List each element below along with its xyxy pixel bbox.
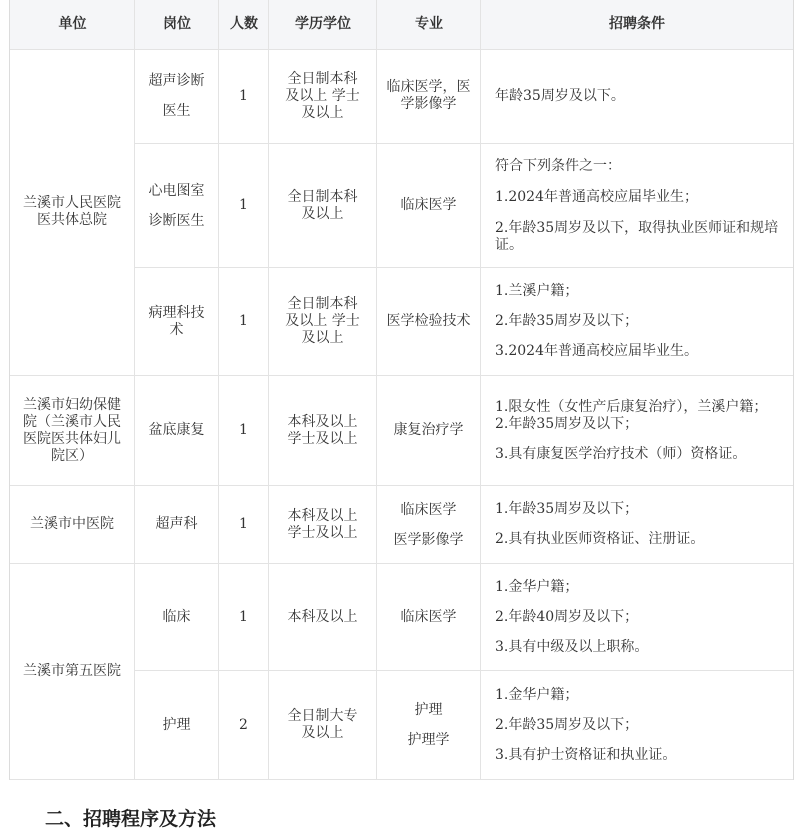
table-row-education	[269, 564, 376, 670]
major-text: 护理学	[407, 732, 450, 748]
table-row-count: 1	[239, 608, 248, 625]
table-row-major	[377, 486, 480, 563]
condition-line: 2.年龄35周岁及以下，取得执业医师证和规培证。	[495, 219, 779, 253]
section-heading: 二、招聘程序及方法	[45, 808, 217, 830]
header-post: 岗位	[163, 16, 191, 32]
table-row-post	[135, 376, 218, 485]
education-text: 全日制大专及以上	[287, 708, 358, 741]
condition-line: 3.2024年普通高校应届毕业生。	[495, 343, 698, 359]
table-row-post	[135, 671, 218, 779]
table-row-conditions	[481, 564, 793, 670]
major-text: 康复治疗学	[393, 422, 464, 438]
table-row-education	[269, 671, 376, 779]
table-row-count: 1	[239, 422, 248, 438]
unit-renmin-label: 兰溪市人民医院医共体总院	[23, 195, 121, 228]
table-row-education	[269, 144, 376, 267]
unit-zhongyi-label: 兰溪市中医院	[30, 516, 114, 532]
table-row-conditions	[481, 49, 793, 143]
major-text: 临床医学	[400, 501, 457, 518]
post-line: 护理	[162, 716, 191, 733]
header-major: 专业	[415, 16, 443, 32]
major-text: 护理	[414, 702, 443, 718]
table-row-post	[135, 49, 218, 143]
table-row-post	[135, 486, 218, 563]
table-row-major	[377, 144, 480, 267]
post-line: 盆底康复	[148, 422, 205, 438]
condition-line: 2.年龄35周岁及以下；	[495, 716, 639, 733]
table-row-post	[135, 564, 218, 670]
education-text: 本科及以上	[287, 608, 358, 625]
table-row-major	[377, 49, 480, 143]
table-row-conditions	[481, 486, 793, 563]
condition-line: 1.金华户籍；	[495, 686, 579, 703]
condition-line: 1.2024年普通高校应届毕业生；	[495, 188, 698, 205]
condition-line: 1.金华户籍；	[495, 578, 579, 595]
table-row-count: 1	[239, 197, 248, 213]
table-row-count: 1	[239, 87, 248, 104]
condition-line: 1.限女性（女性产后康复治疗），兰溪户籍； 2.年龄35周岁及以下；	[495, 398, 786, 432]
condition-line: 1.年龄35周岁及以下；	[495, 501, 639, 517]
unit-zhongyi	[10, 486, 134, 563]
header-unit: 单位	[58, 16, 87, 32]
condition-line: 3.具有中级及以上职称。	[495, 638, 649, 655]
header-conditions: 招聘条件	[609, 16, 665, 32]
education-text: 本科及以上 学士及以上	[287, 507, 358, 541]
table-row-conditions	[481, 671, 793, 779]
table-row-major	[377, 376, 480, 485]
post-line: 心电图室	[148, 182, 205, 199]
table-row-conditions	[481, 268, 793, 375]
education-text: 全日制本科及以上 学士及以上	[285, 296, 360, 346]
major-text: 临床医学	[400, 608, 457, 625]
table-row-education	[269, 268, 376, 375]
table-row-post	[135, 268, 218, 375]
post-line: 诊断医生	[148, 212, 205, 229]
major-text: 临床医学，医学影像学	[386, 79, 471, 112]
condition-line: 年龄35周岁及以下。	[495, 87, 625, 104]
post-line: 病理科技术	[148, 304, 205, 338]
table-row-post	[135, 144, 218, 267]
table-row-count: 2	[239, 716, 248, 733]
post-line: 超声诊断	[148, 73, 205, 89]
table-row-major	[377, 671, 480, 779]
major-text: 医学检验技术	[386, 313, 471, 329]
condition-line: 2.年龄40周岁及以下；	[495, 608, 639, 625]
table-row-major	[377, 564, 480, 670]
unit-diwu-label: 兰溪市第五医院	[23, 663, 121, 679]
unit-fuyou	[10, 376, 134, 485]
education-text: 本科及以上 学士及以上	[287, 413, 358, 447]
table-row-education	[269, 49, 376, 143]
header-count: 人数	[230, 16, 258, 32]
table-row-conditions	[481, 144, 793, 267]
table-row-major	[377, 268, 480, 375]
post-line: 医生	[162, 103, 191, 119]
table-row-education	[269, 486, 376, 563]
table-row-education	[269, 376, 376, 485]
education-text: 全日制本科及以上	[287, 188, 358, 222]
post-line: 临床	[162, 608, 191, 625]
condition-line: 2.具有执业医师资格证、注册证。	[495, 531, 705, 547]
condition-line: 符合下列条件之一：	[495, 157, 621, 174]
table-row-count: 1	[239, 313, 248, 329]
header-education: 学历学位	[295, 16, 351, 32]
unit-diwu	[10, 564, 134, 779]
condition-line: 2.年龄35周岁及以下；	[495, 313, 639, 329]
unit-fuyou-label: 兰溪市妇幼保健院（兰溪市人民医院医共体妇儿院区）	[23, 396, 121, 464]
condition-line: 3.具有康复医学治疗技术（师）资格证。	[495, 445, 747, 462]
major-text: 医学影像学	[393, 531, 464, 548]
condition-line: 3.具有护士资格证和执业证。	[495, 746, 677, 763]
major-text: 临床医学	[400, 197, 457, 213]
education-text: 全日制本科及以上 学士及以上	[285, 70, 360, 121]
unit-renmin	[10, 49, 134, 375]
grid-line	[10, 779, 793, 780]
condition-line: 1.兰溪户籍；	[495, 283, 579, 299]
table-row-count: 1	[239, 516, 248, 532]
recruitment-table	[9, 0, 794, 780]
post-line: 超声科	[155, 516, 198, 532]
table-row-conditions	[481, 376, 793, 485]
